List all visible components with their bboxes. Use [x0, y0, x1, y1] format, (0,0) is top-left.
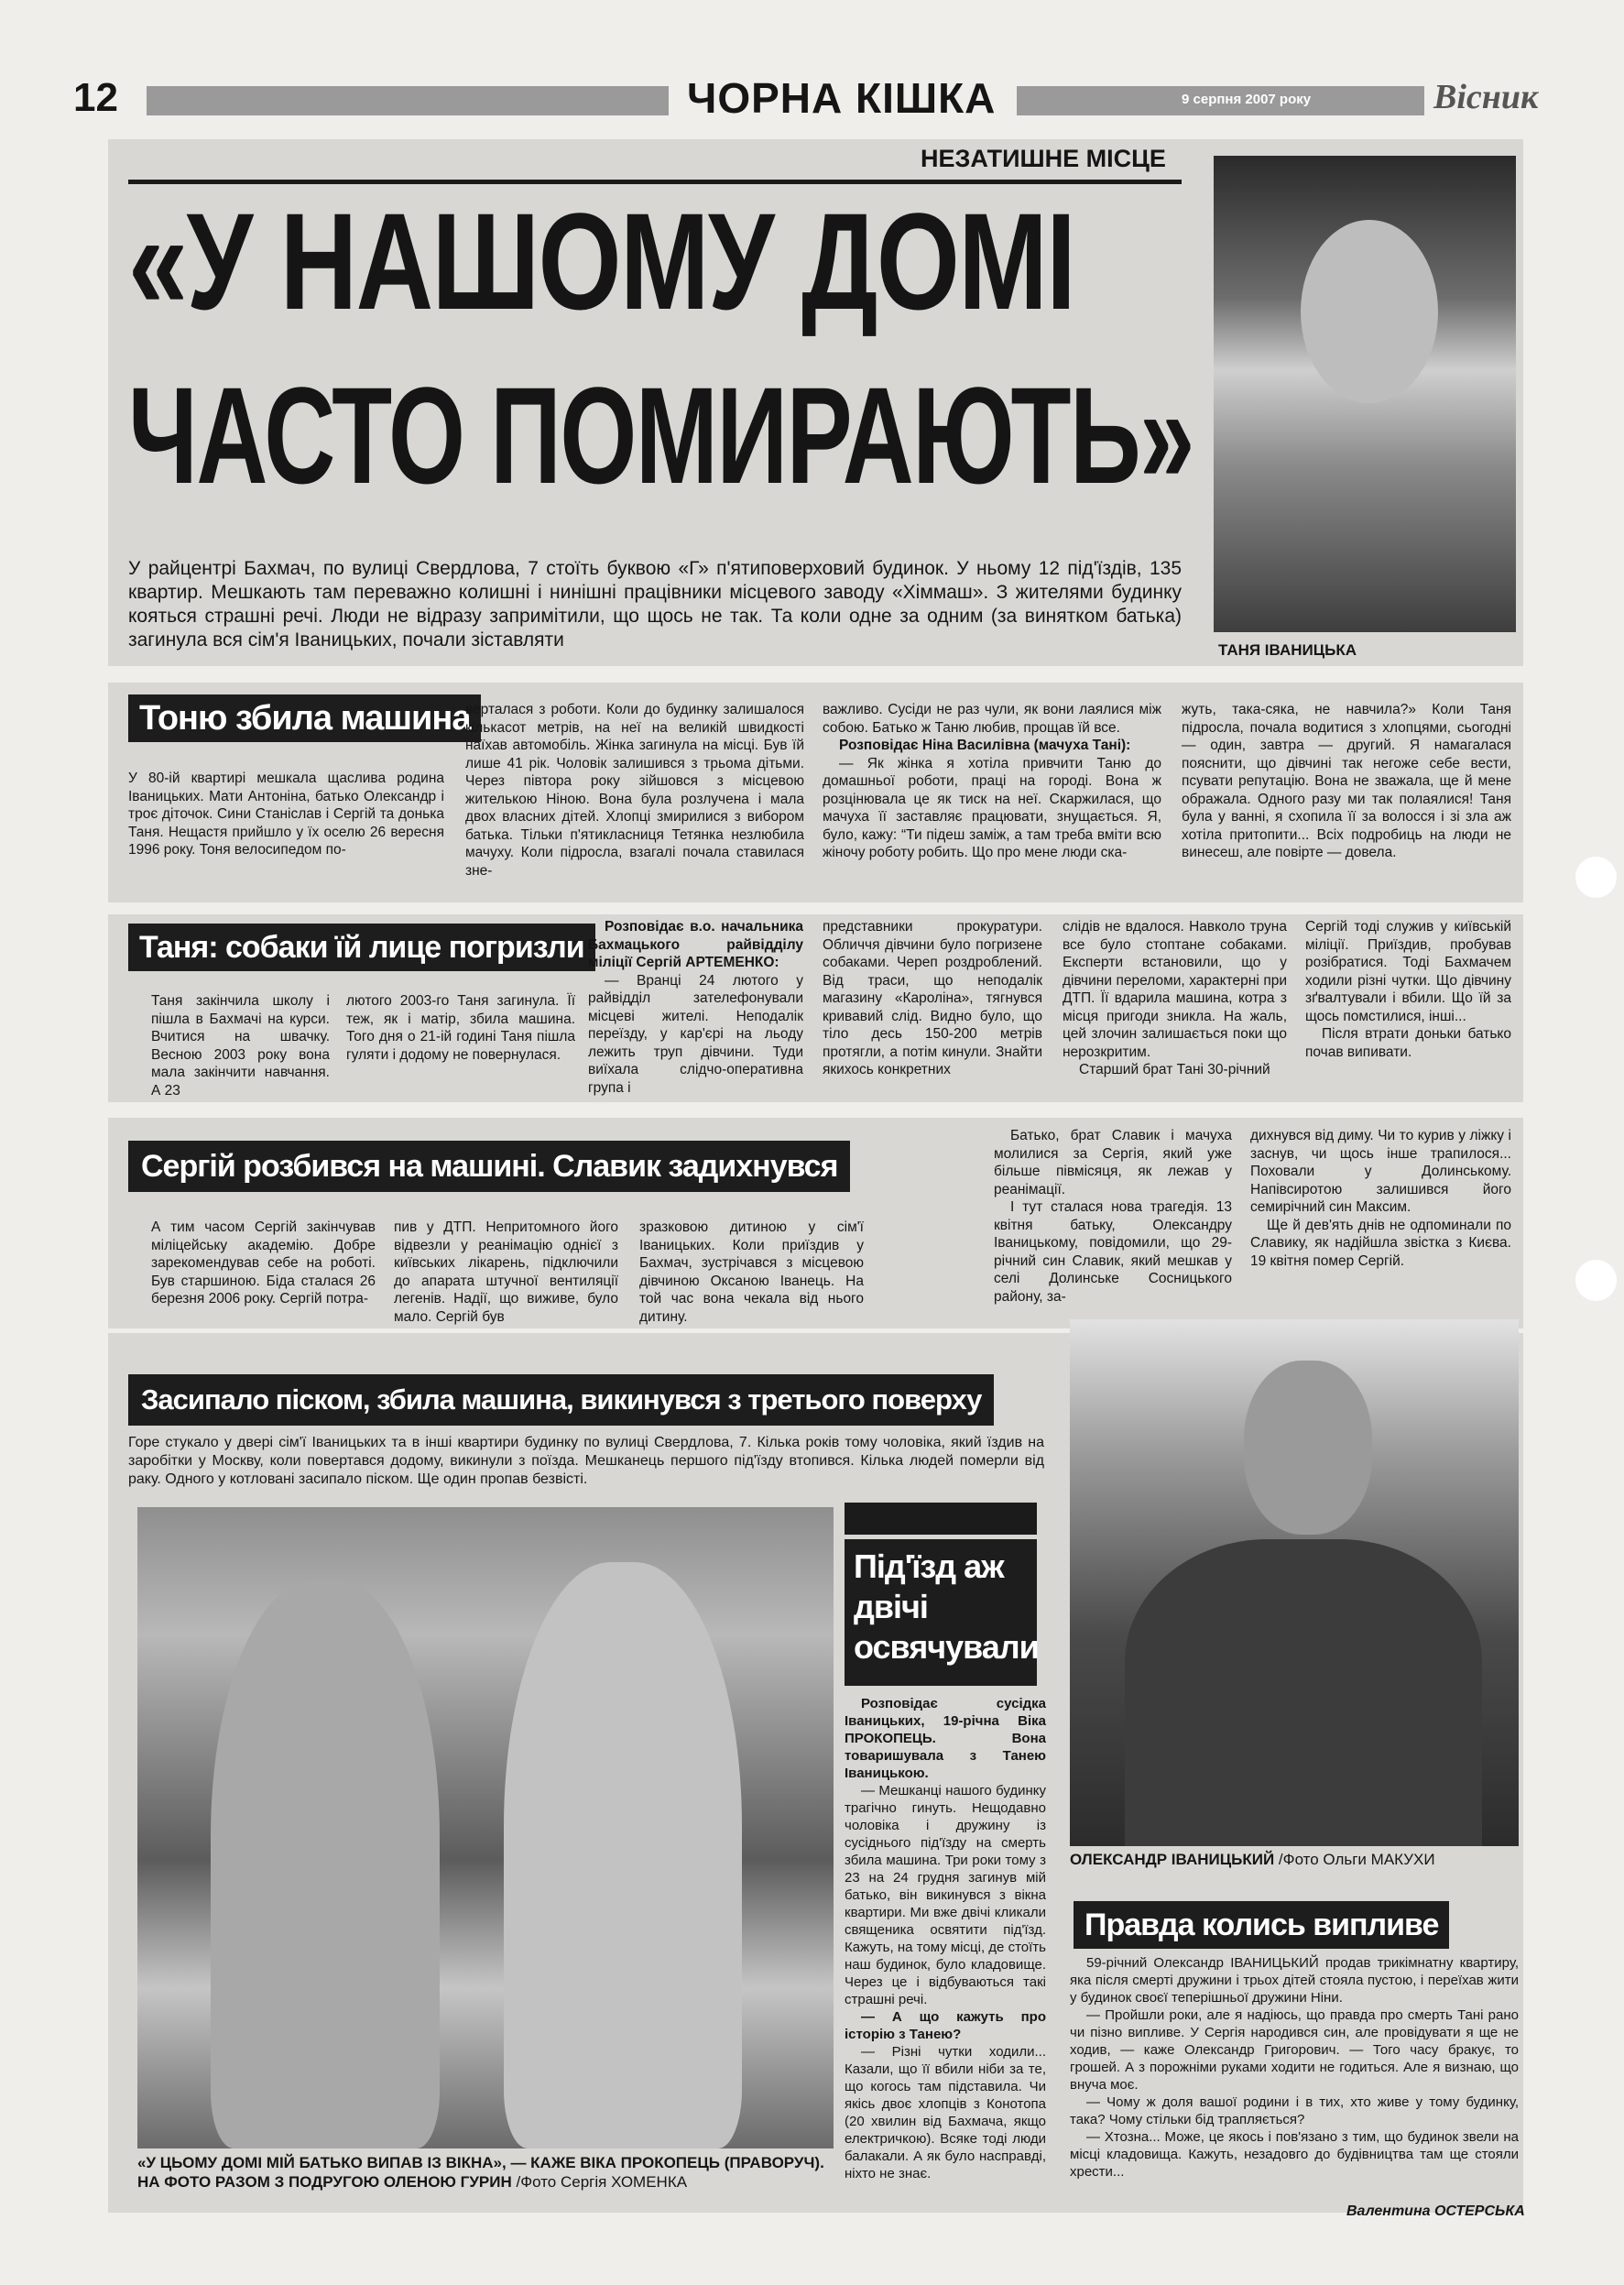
- section1-col3-a: важливо. Сусіди не раз чули, як вони лаялися між собою. Батько ж Таню любив, прощав їй все.: [823, 702, 1161, 736]
- section2-heading: Таня: собаки їй лице погризли: [128, 924, 595, 971]
- section2-col6-a: Сергій тоді служив у київській міліції. Приїздив, пробував розібратися. Тоді Бахмачем ходили різні чутки. Що дівчину зґвалтували і вбили. Що їй за щось помстилися, інші...: [1305, 919, 1511, 1024]
- section3-heading: Сергій розбився на машині. Славик задихнувся: [128, 1141, 850, 1192]
- sidebar-answer: — Різні чутки ходили... Казали, що її вбили ніби за те, що когось там підставила. Чи якісь двоє хлопців з Конотопа (20 хвилин від Бахмача, якщо електричкою). Всяке тоді люди балакали. А як було насправді, ніхто не знає.: [845, 2044, 1046, 2181]
- page-header: [73, 73, 1575, 128]
- photo-oleksandr-name: ОЛЕКСАНДР ІВАНИЦЬКИЙ: [1070, 1851, 1275, 1868]
- main-headline-line1: «У НАШОМУ ДОМІ: [128, 184, 1075, 338]
- photo-two-girls-caption-text: «У ЦЬОМУ ДОМІ МІЙ БАТЬКО ВИПАВ ІЗ ВІКНА», — КАЖЕ ВІКА ПРОКОПЕЦЬ (ПРАВОРУЧ). НА ФОТО РАЗОМ З ПОДРУГОЮ ОЛЕНОЮ ГУРИН: [137, 2154, 824, 2191]
- sidebar-body: — Мешканці нашого будинку трагічно гинуть. Нещодавно чоловіка і дружину із сусіднього під'їзду на смерть збила машина. Три роки тому з 23 на 24 грудня загинув мій батько, він викинувся з вікна квартири. Ми вже двічі кликали священика освятити під'їзд. Кажуть, на тому місці, де стоїть наш будинок, було кладовище. Через це і відбуваються такі страшні речі.: [845, 1783, 1046, 2007]
- section2-col3: [588, 918, 803, 1096]
- section3-col1: А тим часом Сергій закінчував міліцейську академію. Добре зарекомендував себе на роботі. Був старшиною. Біда сталася 26 березня 2006 року. Сергій потра-: [151, 1219, 376, 1306]
- section1-col3-b: Розповідає Ніна Василівна (мачуха Тані):: [839, 738, 1131, 753]
- section2-col5-a: слідів не вдалося. Навколо труна все було стоптане собаками. Експерти встановили, що у дівчини переломи, характерні при ДТП. Її вдарила машина, котра з місця пригоди зникла. На жаль, цей злочин залишається поки що нерозкритим.: [1063, 919, 1287, 1060]
- header-rule-left: [147, 86, 669, 115]
- main-headline-line2: ЧАСТО ПОМИРАЮТЬ»: [128, 358, 1193, 512]
- sidebar-top-bar: [845, 1503, 1037, 1535]
- section5-p2: — Пройшли роки, але я надіюсь, що правда про смерть Тані рано чи пізно випливе. У Сергія народився син, але провідувати я ще не ходив, — каже Олександр Григорович. — Того часу бракує, то грошей. А з порожніми руками ходити не годиться. Але я визнаю, що внуча моє.: [1070, 2007, 1519, 2093]
- section2-col4: представники прокуратури. Обличчя дівчини було погризене собаками. Череп роздроблений. Від траси, що неподалік магазину «Кароліна», тягнувся кривавий слід. Видно було, що тіло десь 150-200 метрів протягли, а потім кинули. Знайти якихось конкретних: [823, 919, 1042, 1077]
- girl-right: [504, 1562, 742, 2148]
- man-body: [1125, 1539, 1482, 1846]
- photo-two-girls-caption: [137, 2153, 843, 2192]
- binder-hole-top: [1575, 857, 1617, 898]
- section2-col3-b: — Вранці 24 лютого у райвідділ зателефонували місцеві жителі. Неподалік переїзду, у кар'єрі на льоду лежить труп дівчини. Туди виїхала слідчо-оперативна група і: [588, 972, 803, 1096]
- section5-text: [1070, 1954, 1519, 2202]
- section3-col2: пив у ДТП. Непритомного його відвезли у реанімацію однієї з київських лікарень, підключили до апарата штучної вентиляції легенів. Надії, що виживе, було мало. Сергій був: [394, 1219, 618, 1325]
- sidebar-intro: Розповідає сусідка Іваницьких, 19-річна Віка ПРОКОПЕЦЬ. Вона товаришувала з Танею Іваницькою.: [845, 1696, 1046, 1781]
- section2-col6-b: Після втрати доньки батько почав випивати.: [1305, 1026, 1511, 1060]
- section5-p3: — Чому ж доля вашої родини і в тих, хто живе у тому будинку, така? Чому стільки бід трапляється?: [1070, 2094, 1519, 2127]
- author-byline: Валентина ОСТЕРСЬКА: [1346, 2203, 1525, 2219]
- section2-col3-a: Розповідає в.о. начальника Бахмацького райвідділу міліції Сергій АРТЕМЕНКО:: [588, 919, 803, 970]
- lead-paragraph: У райцентрі Бахмач, по вулиці Свердлова, 7 стоїть буквою «Г» п'ятиповерховий будинок. У ньому 12 під'їздів, 135 квартир. Мешкають там переважно колишні і нинішні працівники місцевого заводу «Хіммаш». З жителями будинку кояться страшні речі. Люди не відразу запримітили, що щось не так. Та коли одне за одним (за винятком батька) загинула вся сім'я Іваницьких, почали зіставляти: [128, 558, 1182, 651]
- section1-heading: Тоню збила машина: [128, 694, 481, 742]
- section1-col2: верталася з роботи. Коли до будинку залишалося кількасот метрів, на неї на великій швидкості наїхав автомобіль. Жінка загинула на місці. Був їй лише 41 рік. Чоловік залишився з трьома дітьми. Через півтора року зійшовся з місцевою жителькою Ніною. Вона була розлучена і мала двох власних дітей. Хлопці змирилися з вибором батька. Тільки п'ятикласниця Тетянка незлюбила мачуху. Коли підросла, взагалі почала ставилася зне-: [465, 702, 804, 879]
- girl-left: [211, 1580, 440, 2148]
- sidebar-question: — А що кажуть про історію з Танею?: [845, 2009, 1046, 2042]
- sidebar-heading: [845, 1539, 1037, 1686]
- sidebar-text: [845, 1695, 1046, 2203]
- issue-date: 9 серпня 2007 року: [1182, 92, 1312, 107]
- sidebar-heading-text: Під'їзд аж двічі освячували: [854, 1547, 1039, 1666]
- section2-col1: Таня закінчила школу і пішла в Бахмачі на курси. Вчитися на швачку. Весною 2003 року вона мала закінчити навчання. А 23: [151, 993, 330, 1099]
- section1-col3: [823, 701, 1161, 898]
- section2-col5: [1063, 918, 1287, 1092]
- rubric: НЕЗАТИШНЕ МІСЦЕ: [921, 145, 1166, 172]
- binder-hole-bottom: [1575, 1260, 1617, 1301]
- section3-col3: зразковою дитиною у сім'ї Іваницьких. Коли приїздив у Бахмач, зустрічався з місцевою дівчиною Оксаною Іванець. На той час вона чекала від нього дитину.: [639, 1219, 864, 1325]
- section3-col5: [1250, 1127, 1511, 1319]
- photo-oleksandr-caption: [1070, 1851, 1523, 1869]
- section3-col4: [994, 1127, 1232, 1319]
- section3-col4-a: Батько, брат Славик і мачуха молилися за Сергія, який уже більше півмісяця, як лежав у реанімації.: [994, 1128, 1232, 1197]
- section1-col4: жуть, така-сяка, не навчила?» Коли Таня підросла, почала водитися з хлопцями, сьогодні — один, завтра — другий. Я намагалася пояснити, що дівчині так негоже себе вести, псувати репутацію. Вона не зважала, ще й мене ображала. Одного разу ми так полаялися! Таня була у ванні, я схопила її за волосся і зі зла аж хотіла притопити... Всіх подробиць на люди не винесеш, але повірте — довела.: [1182, 702, 1511, 860]
- section4-heading: Засипало піском, збила машина, викинувся з третього поверху: [128, 1374, 994, 1426]
- photo-two-girls: [137, 1507, 834, 2148]
- photo-two-girls-credit: /Фото Сергія ХОМЕНКА: [516, 2173, 688, 2191]
- section2-col5-b: Старший брат Тані 30-річний: [1079, 1062, 1270, 1077]
- section4-lead: Горе стукало у двері сім'ї Іваницьких та в інші квартири будинку по вулиці Свердлова, 7. Кілька років тому чоловіка, який їздив на заробітки у Москву, коли повертався додому, викинули з поїзда. Мешканець першого під'їзду втопився. Кілька людей померли від раку. Одного у котловані засипало піском. Ще один пропав безвісті.: [128, 1435, 1044, 1487]
- section5-p1: 59-річний Олександр ІВАНИЦЬКИЙ продав трикімнатну квартиру, яка після смерті дружини і трьох дітей стояла пустою, і переїхав жити у будинок своєї теперішньої дружини Ніни.: [1070, 1955, 1519, 2006]
- section1-col3-c: — Як жінка я хотіла привчити Таню до домашньої роботи, праці на городі. Вона ж розцінювала це як тиск на неї. Скаржилася, що мачуха її заставляє працювати, знущається. Я, було, кажу: “Ти підеш заміж, а там треба вміти всю жіночу роботу робить. Що про мене люди ска-: [823, 755, 1161, 860]
- section2-col6: [1305, 918, 1511, 1092]
- portrait-face: [1301, 220, 1438, 403]
- section5-p4: — Хтозна... Може, це якось і пов'язано з тим, що будинок звели на місці кладовища. Кажуть, незадовго до будівництва там ще стояли хрести...: [1070, 2129, 1519, 2180]
- section1-col1: У 80-ій квартирі мешкала щаслива родина Іваницьких. Мати Антоніна, батько Олександр і троє діточок. Сини Станіслав і Сергій та донька Таня. Нещастя прийшло у їх оселю 26 вересня 1996 року. Тоня велосипедом по-: [128, 771, 444, 858]
- man-head: [1244, 1361, 1372, 1535]
- section3-col5-b: Ще й дев'ять днів не одпоминали по Славику, як надійшла звістка з Києва. 19 квітня помер Сергій.: [1250, 1217, 1511, 1269]
- section2-col2: лютого 2003-го Таня загинула. Її теж, як і матір, збила машина. Того дня о 21-ій годині Таня пішла гуляти і додому не повернулася.: [346, 993, 575, 1063]
- photo-oleksandr: [1070, 1319, 1519, 1846]
- newspaper-logo: Вісник: [1433, 78, 1539, 116]
- photo-tanya: [1214, 156, 1516, 632]
- photo-tanya-caption: ТАНЯ ІВАНИЦЬКА: [1218, 641, 1357, 659]
- section3-col4-b: І тут сталася нова трагедія. 13 квітня батьку, Олександру Іваницькому, повідомили, що 29-річний син Славик, який мешкав у селі Долинське Сосницького району, за-: [994, 1199, 1232, 1305]
- page-number: 12: [73, 75, 118, 120]
- section5-heading: Правда колись випливе: [1074, 1901, 1449, 1949]
- section3-col5-a: дихнувся від диму. Чи то курив у ліжку і заснув, чи щось інше трапилося... Поховали у Долинському. Напівсиротою залишився його семирічний син Максим.: [1250, 1128, 1511, 1215]
- photo-oleksandr-credit: /Фото Ольги МАКУХИ: [1278, 1851, 1435, 1868]
- section-title: ЧОРНА КІШКА: [687, 74, 997, 122]
